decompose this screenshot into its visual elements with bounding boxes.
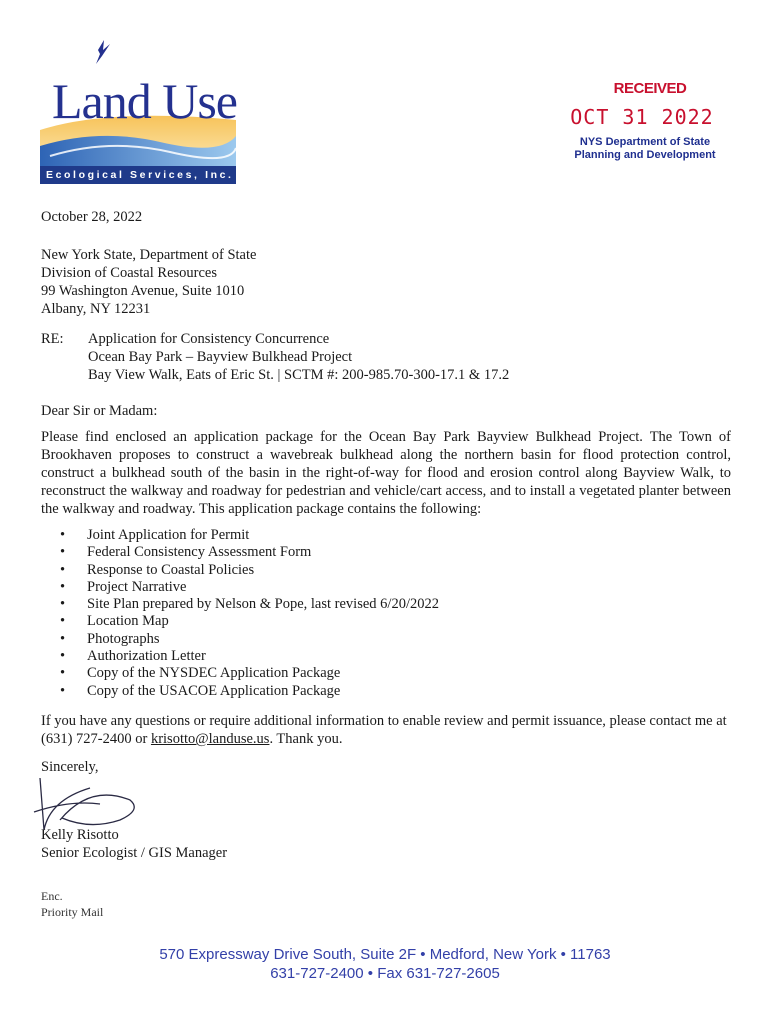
list-item: • Project Narrative xyxy=(60,579,439,596)
footer-address: 570 Expressway Drive South, Suite 2F • Medford, New York • 11763 xyxy=(159,946,611,963)
enclosure-note xyxy=(41,888,103,920)
body-paragraph xyxy=(41,428,731,518)
paragraph-line: Please find enclosed an application package for the Ocean Bay Park Bayview Bulkhead Project. The Town of xyxy=(41,429,731,445)
stamp-department xyxy=(560,136,730,162)
signer-block xyxy=(41,826,227,862)
list-item: • Copy of the USACOE Application Package xyxy=(60,683,439,700)
paragraph-line: construct a bulkhead south of the basin in the right-of-way for flood and erosion control along Bayview Walk, to xyxy=(41,465,731,481)
letter-date: October 28, 2022 xyxy=(41,209,143,225)
contact-paragraph xyxy=(41,712,731,748)
email-link[interactable]: krisotto@landuse.us xyxy=(150,731,270,747)
footer-phones: 631-727-2400 • Fax 631-727-2605 xyxy=(270,965,500,982)
list-item: • Authorization Letter xyxy=(60,648,439,665)
list-item: • Location Map xyxy=(60,613,439,630)
list-item: • Copy of the NYSDEC Application Package xyxy=(60,665,439,682)
list-item: • Joint Application for Permit xyxy=(60,527,439,544)
logo-tagline: Ecological Services, Inc. xyxy=(40,166,236,184)
list-item: • Response to Coastal Policies xyxy=(60,562,439,579)
recipient-line: Division of Coastal Resources xyxy=(41,265,217,281)
enclosure-list xyxy=(60,527,439,700)
contact-thanks: . Thank you. xyxy=(269,731,343,747)
re-subject xyxy=(88,330,509,384)
paragraph-line: the walkway and roadway. This application package contains the following: xyxy=(41,501,482,517)
list-item: • Federal Consistency Assessment Form xyxy=(60,544,439,561)
recipient-line: Albany, NY 12231 xyxy=(41,301,151,317)
delivery-method: Priority Mail xyxy=(41,905,104,919)
list-item: • Site Plan prepared by Nelson & Pope, last revised 6/20/2022 xyxy=(60,596,439,613)
stamp-received-label: RECEIVED xyxy=(613,80,687,97)
stamp-dept-line2: Planning and Development xyxy=(574,149,716,161)
received-stamp xyxy=(560,80,730,162)
recipient-line: 99 Washington Avenue, Suite 1010 xyxy=(41,283,245,299)
enc-label: Enc. xyxy=(41,889,63,903)
salutation: Dear Sir or Madam: xyxy=(41,403,158,419)
re-line: Bay View Walk, Eats of Eric St. | SCTM #: 200-985.70-300-17.1 & 17.2 xyxy=(88,367,510,383)
letterhead-footer xyxy=(0,945,770,983)
stamp-dept-line1: NYS Department of State xyxy=(579,136,711,148)
paragraph-line: Brookhaven proposes to construct a wavebreak bulkhead along the northern basin for flood protection control, xyxy=(41,447,731,463)
paragraph-line: reconstruct the walkway and roadway for pedestrian and vehicle/cart access, and to install a vegetated planter between xyxy=(41,483,731,499)
contact-line-2 xyxy=(41,730,731,748)
logo-wordmark: Land Use xyxy=(52,73,237,129)
stamp-date: OCT 31 2022 xyxy=(570,105,714,129)
re-line: Application for Consistency Concurrence xyxy=(88,331,330,347)
company-logo xyxy=(40,38,240,188)
closing: Sincerely, xyxy=(41,759,99,775)
contact-phone: (631) 727-2400 or xyxy=(41,731,151,747)
recipient-address xyxy=(41,246,256,318)
re-line: Ocean Bay Park – Bayview Bulkhead Project xyxy=(88,349,353,365)
signer-name: Kelly Risotto xyxy=(41,827,119,843)
signer-title: Senior Ecologist / GIS Manager xyxy=(41,845,228,861)
list-item: • Photographs xyxy=(60,631,439,648)
recipient-line: New York State, Department of State xyxy=(41,247,257,263)
contact-line: If you have any questions or require additional information to enable review and permit issuance, please contact me at xyxy=(41,713,727,729)
re-label: RE: xyxy=(41,331,64,347)
